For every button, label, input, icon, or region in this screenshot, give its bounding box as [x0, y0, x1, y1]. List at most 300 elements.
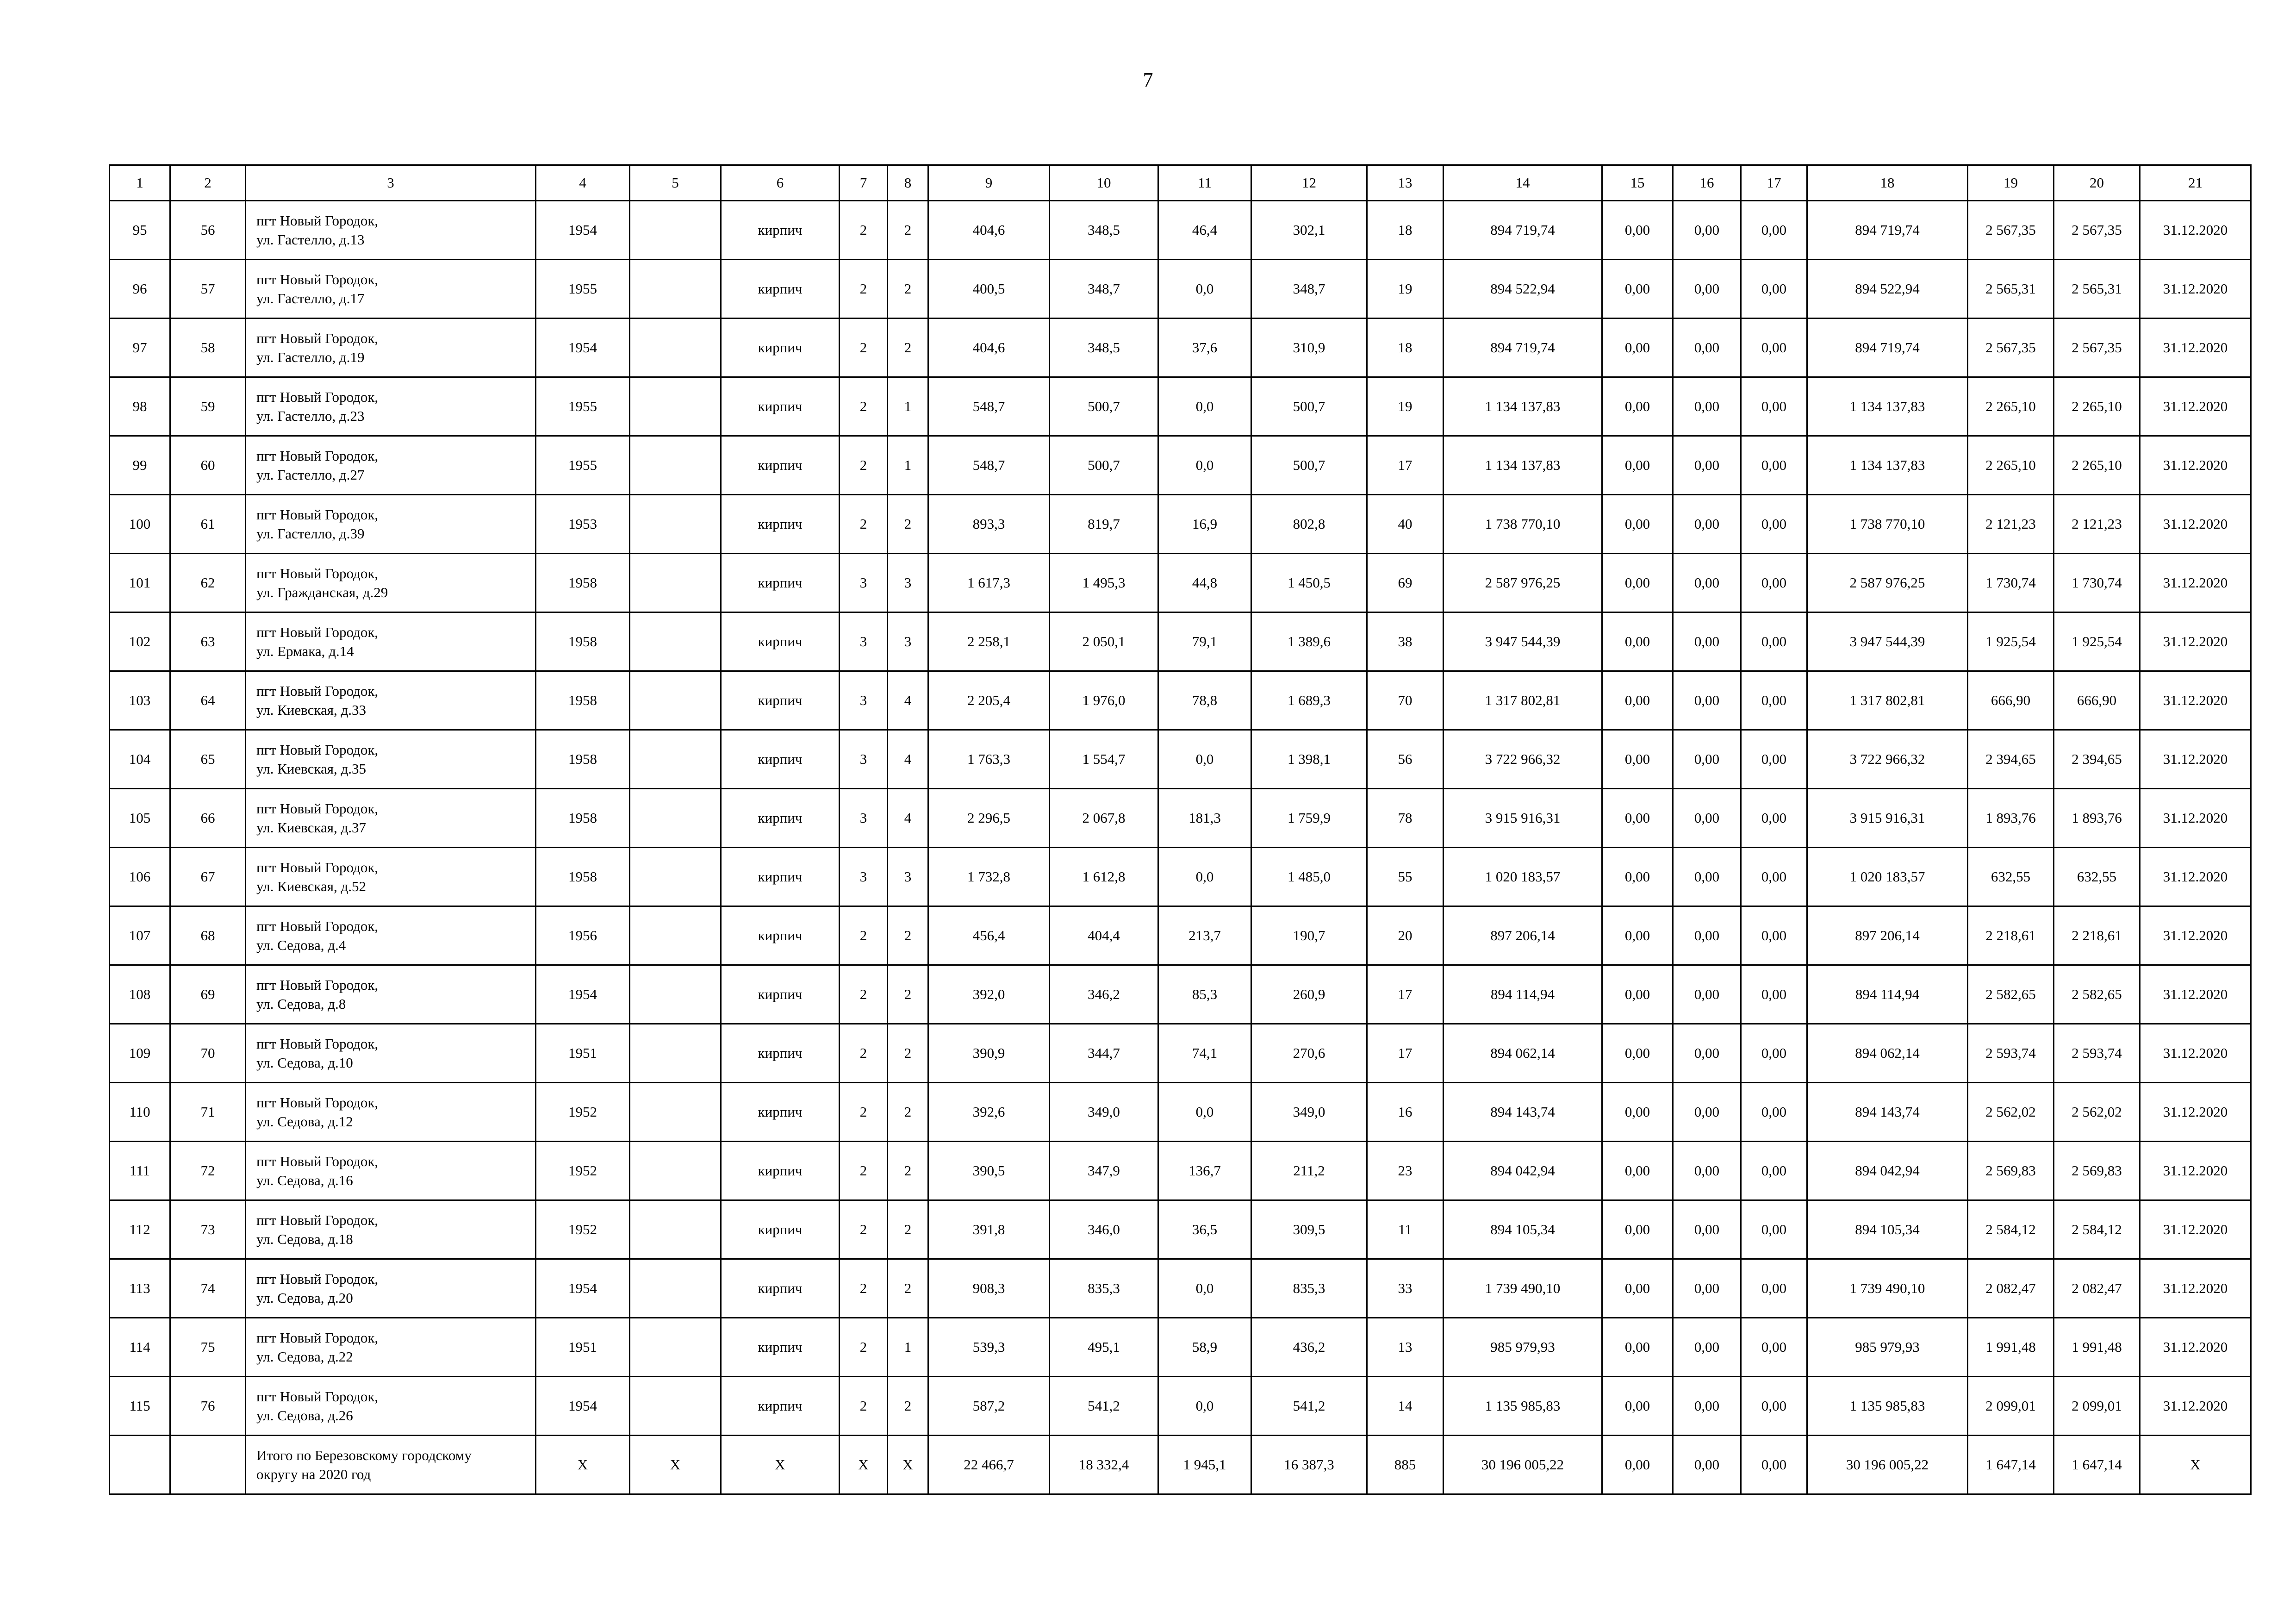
- col-19-cell: 2 567,35: [1968, 319, 2054, 377]
- col-5-cell: [630, 612, 721, 671]
- column-number: 16: [1673, 165, 1741, 201]
- living-area-cell: 2 067,8: [1050, 789, 1158, 848]
- floors-cell: 2: [840, 260, 888, 319]
- wall-material-cell: кирпич: [721, 201, 840, 260]
- address-cell-line: пгт Новый Городок,: [256, 859, 379, 875]
- col-17-cell: 0,00: [1741, 730, 1807, 789]
- year-built-cell: 1958: [536, 554, 630, 612]
- col-19-cell: 666,90: [1968, 671, 2054, 730]
- total-cost-cell: 3 947 544,39: [1444, 612, 1602, 671]
- item-number-cell: 72: [170, 1142, 246, 1200]
- residents-cell: 55: [1367, 848, 1444, 906]
- col-11-cell: 213,7: [1158, 906, 1251, 965]
- col-11-cell: 181,3: [1158, 789, 1251, 848]
- floors-cell: 2: [840, 319, 888, 377]
- col-19-cell: 1 893,76: [1968, 789, 2054, 848]
- col-20-cell: 2 593,74: [2054, 1024, 2140, 1083]
- total-cost-cell: 894 114,94: [1444, 965, 1602, 1024]
- residents-cell: 18: [1367, 201, 1444, 260]
- col-15-cell: 0,00: [1602, 965, 1673, 1024]
- col-15-total-cell: 0,00: [1602, 1436, 1673, 1494]
- item-number-cell: 68: [170, 906, 246, 965]
- address-cell: [246, 377, 536, 436]
- entrances-cell: 4: [888, 730, 928, 789]
- entrances-cell: 4: [888, 789, 928, 848]
- address-total-cell-line: Итого по Березовскому городскому: [256, 1447, 472, 1463]
- col-19-cell: 632,55: [1968, 848, 2054, 906]
- floors-cell: 2: [840, 1083, 888, 1142]
- col-5-cell: [630, 1318, 721, 1377]
- wall-material-cell: кирпич: [721, 965, 840, 1024]
- col-16-cell: 0,00: [1673, 906, 1741, 965]
- column-number: 5: [630, 165, 721, 201]
- housing-registry-table: [109, 164, 2252, 1495]
- total-area-cell: 548,7: [928, 377, 1050, 436]
- living-area-cell: 500,7: [1050, 377, 1158, 436]
- total-area-cell: 2 205,4: [928, 671, 1050, 730]
- col-20-cell: 2 567,35: [2054, 319, 2140, 377]
- date-total-cell: X: [2140, 1436, 2251, 1494]
- row-number-cell: 114: [110, 1318, 170, 1377]
- residents-cell: 13: [1367, 1318, 1444, 1377]
- address-cell-line: ул. Седова, д.8: [256, 996, 346, 1012]
- wall-material-cell: кирпич: [721, 1318, 840, 1377]
- col-16-cell: 0,00: [1673, 1083, 1741, 1142]
- col-18-cell: 1 738 770,10: [1807, 495, 1968, 554]
- year-built-cell: 1954: [536, 1377, 630, 1436]
- residents-cell: 17: [1367, 436, 1444, 495]
- address-cell-line: ул. Киевская, д.37: [256, 819, 366, 836]
- living-area-cell: 349,0: [1050, 1083, 1158, 1142]
- address-cell-line: пгт Новый Городок,: [256, 683, 379, 699]
- col-19-total-cell: 1 647,14: [1968, 1436, 2054, 1494]
- table-row: [110, 1318, 2251, 1377]
- col-5-cell: [630, 436, 721, 495]
- col-16-cell: 0,00: [1673, 1377, 1741, 1436]
- address-cell-line: пгт Новый Городок,: [256, 1153, 379, 1169]
- col-12-cell: 1 689,3: [1251, 671, 1367, 730]
- column-number: 19: [1968, 165, 2054, 201]
- col-20-cell: 666,90: [2054, 671, 2140, 730]
- item-number-cell: 61: [170, 495, 246, 554]
- row-number-cell: 99: [110, 436, 170, 495]
- col-17-cell: 0,00: [1741, 1259, 1807, 1318]
- col-16-cell: 0,00: [1673, 789, 1741, 848]
- col-11-cell: 78,8: [1158, 671, 1251, 730]
- col-19-cell: 1 991,48: [1968, 1318, 2054, 1377]
- residents-cell: 16: [1367, 1083, 1444, 1142]
- col-17-cell: 0,00: [1741, 554, 1807, 612]
- address-cell-line: ул. Седова, д.16: [256, 1172, 353, 1188]
- col-20-cell: 1 730,74: [2054, 554, 2140, 612]
- total-area-cell: 391,8: [928, 1200, 1050, 1259]
- entrances-cell: 3: [888, 612, 928, 671]
- col-17-cell: 0,00: [1741, 436, 1807, 495]
- address-total-cell-line: округу на 2020 год: [256, 1466, 371, 1482]
- col-15-cell: 0,00: [1602, 612, 1673, 671]
- row-number-cell: 108: [110, 965, 170, 1024]
- address-cell-line: пгт Новый Городок,: [256, 1212, 379, 1228]
- item-number-cell: 59: [170, 377, 246, 436]
- col-17-cell: 0,00: [1741, 965, 1807, 1024]
- col-5-cell: [630, 965, 721, 1024]
- living-area-cell: 1 495,3: [1050, 554, 1158, 612]
- total-cost-cell: 894 143,74: [1444, 1083, 1602, 1142]
- col-20-cell: 2 218,61: [2054, 906, 2140, 965]
- col-20-cell: 2 265,10: [2054, 377, 2140, 436]
- col-18-cell: 985 979,93: [1807, 1318, 1968, 1377]
- address-cell: [246, 612, 536, 671]
- col-18-cell: 894 143,74: [1807, 1083, 1968, 1142]
- total-area-cell: 587,2: [928, 1377, 1050, 1436]
- living-area-cell: 346,2: [1050, 965, 1158, 1024]
- address-cell: [246, 1200, 536, 1259]
- floors-cell: 2: [840, 201, 888, 260]
- col-5-cell: [630, 1024, 721, 1083]
- row-number-cell: 100: [110, 495, 170, 554]
- col-20-cell: 1 925,54: [2054, 612, 2140, 671]
- address-cell-line: пгт Новый Городок,: [256, 624, 379, 640]
- year-built-cell: 1955: [536, 377, 630, 436]
- col-17-cell: 0,00: [1741, 1377, 1807, 1436]
- total-cost-cell: 1 135 985,83: [1444, 1377, 1602, 1436]
- col-12-cell: 835,3: [1251, 1259, 1367, 1318]
- col-20-cell: 632,55: [2054, 848, 2140, 906]
- column-number: 3: [246, 165, 536, 201]
- address-cell-line: пгт Новый Городок,: [256, 448, 379, 464]
- date-cell: 31.12.2020: [2140, 436, 2251, 495]
- address-cell: [246, 201, 536, 260]
- col-16-cell: 0,00: [1673, 965, 1741, 1024]
- column-number: 20: [2054, 165, 2140, 201]
- residents-cell: 18: [1367, 319, 1444, 377]
- col-11-cell: 0,0: [1158, 260, 1251, 319]
- col-17-cell: 0,00: [1741, 201, 1807, 260]
- address-cell-line: пгт Новый Городок,: [256, 742, 379, 758]
- table-row: [110, 319, 2251, 377]
- item-number-cell: 69: [170, 965, 246, 1024]
- col-18-cell: 894 114,94: [1807, 965, 1968, 1024]
- table-row: [110, 1377, 2251, 1436]
- total-area-cell: 390,5: [928, 1142, 1050, 1200]
- col-15-cell: 0,00: [1602, 1142, 1673, 1200]
- col-5-cell: [630, 906, 721, 965]
- floors-cell: 2: [840, 1200, 888, 1259]
- col-18-cell: 1 134 137,83: [1807, 436, 1968, 495]
- col-18-cell: 2 587 976,25: [1807, 554, 1968, 612]
- col-19-cell: 2 394,65: [1968, 730, 2054, 789]
- row-number-cell: 105: [110, 789, 170, 848]
- column-number: 6: [721, 165, 840, 201]
- col-16-cell: 0,00: [1673, 377, 1741, 436]
- floors-cell: 3: [840, 554, 888, 612]
- date-cell: 31.12.2020: [2140, 1083, 2251, 1142]
- total-area-cell: 908,3: [928, 1259, 1050, 1318]
- col-18-cell: 894 042,94: [1807, 1142, 1968, 1200]
- address-cell-line: ул. Седова, д.18: [256, 1231, 353, 1247]
- living-area-cell: 2 050,1: [1050, 612, 1158, 671]
- residents-cell: 19: [1367, 260, 1444, 319]
- row-number-cell: 107: [110, 906, 170, 965]
- item-number-cell: 70: [170, 1024, 246, 1083]
- living-area-cell: 835,3: [1050, 1259, 1158, 1318]
- address-cell-line: пгт Новый Городок,: [256, 565, 379, 581]
- address-cell-line: пгт Новый Городок,: [256, 800, 379, 817]
- row-number-cell: 96: [110, 260, 170, 319]
- living-area-cell: 1 976,0: [1050, 671, 1158, 730]
- item-number-cell: 74: [170, 1259, 246, 1318]
- col-15-cell: 0,00: [1602, 906, 1673, 965]
- year-built-cell: 1958: [536, 730, 630, 789]
- living-area-cell: 500,7: [1050, 436, 1158, 495]
- col-17-cell: 0,00: [1741, 1318, 1807, 1377]
- wall-material-cell: кирпич: [721, 612, 840, 671]
- col-17-total-cell: 0,00: [1741, 1436, 1807, 1494]
- item-number-cell: 64: [170, 671, 246, 730]
- table-row: [110, 612, 2251, 671]
- col-15-cell: 0,00: [1602, 377, 1673, 436]
- entrances-cell: 1: [888, 1318, 928, 1377]
- total-cost-cell: 894 042,94: [1444, 1142, 1602, 1200]
- date-cell: 31.12.2020: [2140, 906, 2251, 965]
- total-cost-cell: 1 134 137,83: [1444, 436, 1602, 495]
- col-15-cell: 0,00: [1602, 495, 1673, 554]
- total-cost-cell: 2 587 976,25: [1444, 554, 1602, 612]
- table-row: [110, 965, 2251, 1024]
- col-15-cell: 0,00: [1602, 1083, 1673, 1142]
- address-cell-line: ул. Гастелло, д.23: [256, 408, 365, 424]
- address-cell-line: пгт Новый Городок,: [256, 977, 379, 993]
- address-cell-line: ул. Седова, д.20: [256, 1290, 353, 1306]
- address-cell-line: пгт Новый Городок,: [256, 1388, 379, 1405]
- total-cost-cell: 1 739 490,10: [1444, 1259, 1602, 1318]
- table-row: [110, 201, 2251, 260]
- address-cell-line: ул. Седова, д.12: [256, 1113, 353, 1130]
- col-19-cell: 2 567,35: [1968, 201, 2054, 260]
- col-18-cell: 894 062,14: [1807, 1024, 1968, 1083]
- floors-cell: 3: [840, 671, 888, 730]
- col-17-cell: 0,00: [1741, 671, 1807, 730]
- col-16-cell: 0,00: [1673, 671, 1741, 730]
- col-20-cell: 2 582,65: [2054, 965, 2140, 1024]
- floors-cell: 2: [840, 1318, 888, 1377]
- year-built-cell: 1958: [536, 789, 630, 848]
- column-number: 17: [1741, 165, 1807, 201]
- address-cell-line: ул. Киевская, д.35: [256, 761, 366, 777]
- item-number-cell: 71: [170, 1083, 246, 1142]
- column-number: 13: [1367, 165, 1444, 201]
- date-cell: 31.12.2020: [2140, 612, 2251, 671]
- col-16-cell: 0,00: [1673, 1142, 1741, 1200]
- col-17-cell: 0,00: [1741, 1142, 1807, 1200]
- table-row: [110, 1259, 2251, 1318]
- address-cell-line: пгт Новый Городок,: [256, 1036, 379, 1052]
- row-number-cell: 112: [110, 1200, 170, 1259]
- date-cell: 31.12.2020: [2140, 1377, 2251, 1436]
- address-cell-line: пгт Новый Городок,: [256, 1330, 379, 1346]
- row-number-total-cell: [110, 1436, 170, 1494]
- col-11-cell: 37,6: [1158, 319, 1251, 377]
- col-19-cell: 2 082,47: [1968, 1259, 2054, 1318]
- floors-cell: 2: [840, 1142, 888, 1200]
- col-20-cell: 2 265,10: [2054, 436, 2140, 495]
- col-20-cell: 1 893,76: [2054, 789, 2140, 848]
- address-cell: [246, 965, 536, 1024]
- column-number: 2: [170, 165, 246, 201]
- col-16-cell: 0,00: [1673, 1024, 1741, 1083]
- col-18-cell: 894 719,74: [1807, 201, 1968, 260]
- floors-cell: 2: [840, 1259, 888, 1318]
- col-5-total-cell: X: [630, 1436, 721, 1494]
- address-cell-line: ул. Ермака, д.14: [256, 643, 354, 659]
- total-area-cell: 404,6: [928, 201, 1050, 260]
- col-18-cell: 1 739 490,10: [1807, 1259, 1968, 1318]
- address-cell: [246, 495, 536, 554]
- col-11-cell: 44,8: [1158, 554, 1251, 612]
- date-cell: 31.12.2020: [2140, 1318, 2251, 1377]
- entrances-cell: 3: [888, 554, 928, 612]
- address-cell-line: ул. Киевская, д.52: [256, 878, 366, 894]
- address-cell: [246, 906, 536, 965]
- col-5-cell: [630, 789, 721, 848]
- col-20-cell: 2 082,47: [2054, 1259, 2140, 1318]
- item-number-cell: 66: [170, 789, 246, 848]
- row-number-cell: 106: [110, 848, 170, 906]
- col-5-cell: [630, 201, 721, 260]
- entrances-cell: 2: [888, 1259, 928, 1318]
- col-12-cell: 1 398,1: [1251, 730, 1367, 789]
- entrances-cell: 1: [888, 377, 928, 436]
- address-cell-line: ул. Гражданская, д.29: [256, 584, 388, 600]
- year-built-cell: 1956: [536, 906, 630, 965]
- residents-total-cell: 885: [1367, 1436, 1444, 1494]
- address-cell: [246, 730, 536, 789]
- item-number-cell: 76: [170, 1377, 246, 1436]
- col-12-cell: 260,9: [1251, 965, 1367, 1024]
- col-12-cell: 309,5: [1251, 1200, 1367, 1259]
- col-5-cell: [630, 1259, 721, 1318]
- total-cost-total-cell: 30 196 005,22: [1444, 1436, 1602, 1494]
- floors-cell: 3: [840, 848, 888, 906]
- total-area-total-cell: 22 466,7: [928, 1436, 1050, 1494]
- wall-material-cell: кирпич: [721, 730, 840, 789]
- floors-cell: 2: [840, 436, 888, 495]
- address-cell-line: ул. Киевская, д.33: [256, 702, 366, 718]
- total-area-cell: 392,0: [928, 965, 1050, 1024]
- address-total-cell: [246, 1436, 536, 1494]
- address-cell: [246, 1318, 536, 1377]
- entrances-cell: 2: [888, 260, 928, 319]
- wall-material-total-cell: X: [721, 1436, 840, 1494]
- date-cell: 31.12.2020: [2140, 377, 2251, 436]
- date-cell: 31.12.2020: [2140, 319, 2251, 377]
- date-cell: 31.12.2020: [2140, 671, 2251, 730]
- total-area-cell: 2 296,5: [928, 789, 1050, 848]
- residents-cell: 78: [1367, 789, 1444, 848]
- residents-cell: 17: [1367, 965, 1444, 1024]
- address-cell-line: ул. Седова, д.10: [256, 1055, 353, 1071]
- table-row: [110, 789, 2251, 848]
- col-15-cell: 0,00: [1602, 319, 1673, 377]
- total-area-cell: 456,4: [928, 906, 1050, 965]
- residents-cell: 17: [1367, 1024, 1444, 1083]
- col-20-cell: 2 569,83: [2054, 1142, 2140, 1200]
- col-15-cell: 0,00: [1602, 1024, 1673, 1083]
- col-11-cell: 0,0: [1158, 730, 1251, 789]
- total-cost-cell: 897 206,14: [1444, 906, 1602, 965]
- col-16-total-cell: 0,00: [1673, 1436, 1741, 1494]
- column-number: 1: [110, 165, 170, 201]
- col-16-cell: 0,00: [1673, 201, 1741, 260]
- col-18-cell: 897 206,14: [1807, 906, 1968, 965]
- year-built-cell: 1958: [536, 671, 630, 730]
- col-16-cell: 0,00: [1673, 554, 1741, 612]
- col-18-cell: 894 522,94: [1807, 260, 1968, 319]
- row-number-cell: 110: [110, 1083, 170, 1142]
- col-16-cell: 0,00: [1673, 1200, 1741, 1259]
- table-row: [110, 671, 2251, 730]
- col-19-cell: 2 218,61: [1968, 906, 2054, 965]
- address-cell-line: ул. Гастелло, д.39: [256, 525, 365, 542]
- address-cell: [246, 1377, 536, 1436]
- residents-cell: 33: [1367, 1259, 1444, 1318]
- col-12-cell: 436,2: [1251, 1318, 1367, 1377]
- column-number: 8: [888, 165, 928, 201]
- living-area-cell: 347,9: [1050, 1142, 1158, 1200]
- item-number-cell: 65: [170, 730, 246, 789]
- total-cost-cell: 1 020 183,57: [1444, 848, 1602, 906]
- col-19-cell: 1 730,74: [1968, 554, 2054, 612]
- col-19-cell: 1 925,54: [1968, 612, 2054, 671]
- col-11-total-cell: 1 945,1: [1158, 1436, 1251, 1494]
- col-5-cell: [630, 730, 721, 789]
- total-cost-cell: 985 979,93: [1444, 1318, 1602, 1377]
- address-cell-line: пгт Новый Городок,: [256, 1271, 379, 1287]
- table-row: [110, 377, 2251, 436]
- address-cell-line: пгт Новый Городок,: [256, 389, 379, 405]
- table-row: [110, 260, 2251, 319]
- col-16-cell: 0,00: [1673, 436, 1741, 495]
- date-cell: 31.12.2020: [2140, 965, 2251, 1024]
- year-built-cell: 1953: [536, 495, 630, 554]
- total-cost-cell: 894 105,34: [1444, 1200, 1602, 1259]
- wall-material-cell: кирпич: [721, 848, 840, 906]
- wall-material-cell: кирпич: [721, 671, 840, 730]
- col-11-cell: 0,0: [1158, 1259, 1251, 1318]
- col-11-cell: 74,1: [1158, 1024, 1251, 1083]
- col-12-cell: 541,2: [1251, 1377, 1367, 1436]
- col-19-cell: 2 593,74: [1968, 1024, 2054, 1083]
- address-cell-line: пгт Новый Городок,: [256, 1094, 379, 1111]
- col-12-cell: 500,7: [1251, 377, 1367, 436]
- entrances-cell: 2: [888, 319, 928, 377]
- col-12-cell: 1 759,9: [1251, 789, 1367, 848]
- col-19-cell: 2 099,01: [1968, 1377, 2054, 1436]
- wall-material-cell: кирпич: [721, 1259, 840, 1318]
- date-cell: 31.12.2020: [2140, 1024, 2251, 1083]
- col-15-cell: 0,00: [1602, 671, 1673, 730]
- floors-cell: 2: [840, 377, 888, 436]
- address-cell: [246, 554, 536, 612]
- col-11-cell: 0,0: [1158, 377, 1251, 436]
- entrances-cell: 2: [888, 906, 928, 965]
- floors-cell: 3: [840, 612, 888, 671]
- page-number: 7: [1143, 69, 1153, 91]
- table-row: [110, 495, 2251, 554]
- total-area-cell: 404,6: [928, 319, 1050, 377]
- year-built-cell: 1954: [536, 1259, 630, 1318]
- column-number: 4: [536, 165, 630, 201]
